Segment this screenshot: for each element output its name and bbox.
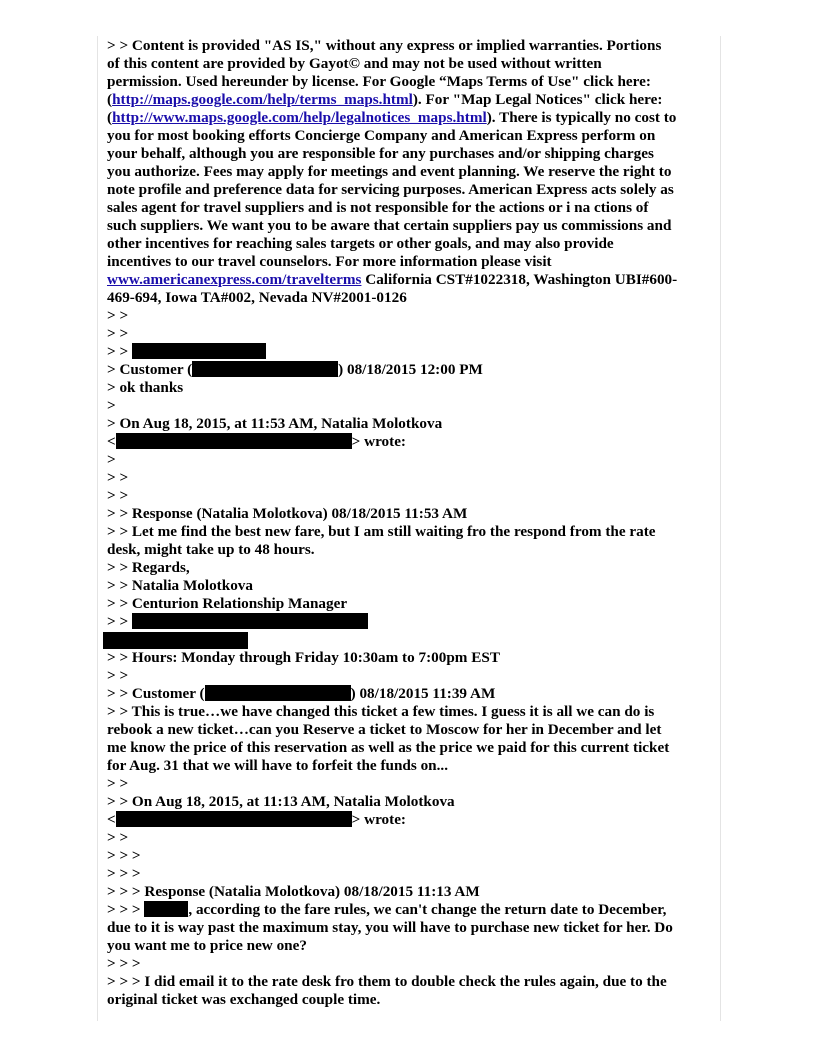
disclaimer-line: > > Content is provided "AS IS," without any express or implied warranties. Portions: [107, 37, 662, 54]
wrote-header: > > On Aug 18, 2015, at 11:13 AM, Natalia Molotkova: [107, 793, 455, 810]
message-timestamp: ) 08/18/2015 12:00 PM: [338, 361, 483, 378]
wrote-label: > wrote:: [351, 433, 406, 450]
redaction-bar: [103, 632, 248, 649]
angle-bracket: <: [107, 433, 116, 450]
disclaimer-text: ). For "Map Legal Notices" click here:: [412, 91, 663, 108]
redaction-bar: [116, 433, 352, 449]
message-line: you want me to price new one?: [107, 937, 307, 954]
disclaimer-line: [107, 271, 713, 289]
quote-marker-redacted: [107, 343, 713, 361]
response-header: > > Response (Natalia Molotkova) 08/18/2015 11:53 AM: [107, 505, 468, 522]
signature-hours: > > Hours: Monday through Friday 10:30am to 7:00pm EST: [107, 649, 500, 666]
wrote-email-line: [107, 811, 713, 829]
quote-marker-text: > >: [107, 613, 129, 630]
disclaimer-line: 469-694, Iowa TA#002, Nevada NV#2001-0126: [107, 289, 407, 306]
message-line: > > > I did email it to the rate desk fro them to double check the rules again, due to the: [107, 973, 667, 990]
disclaimer-text: California CST#1022318, Washington UBI#600-: [361, 271, 678, 288]
customer-label: > Customer (: [107, 361, 193, 378]
quote-marker: > >: [107, 667, 129, 684]
disclaimer-line: sales agent for travel suppliers and is not responsible for the actions or i na ctions of: [107, 199, 649, 216]
signature-title: > > Centurion Relationship Manager: [107, 595, 348, 612]
paren: (: [107, 109, 113, 126]
redaction-bar: [132, 613, 368, 629]
quote-marker-text: > >: [107, 343, 129, 360]
disclaimer-line: other incentives for reaching sales targets or other goals, and may also provide: [107, 235, 614, 252]
travel-terms-link[interactable]: www.americanexpress.com/travelterms: [107, 271, 362, 288]
paren: (: [107, 91, 113, 108]
map-legal-notices-link[interactable]: http://www.maps.google.com/help/legalnotices_maps.html: [112, 109, 487, 126]
disclaimer-line: permission. Used hereunder by license. For Google “Maps Terms of Use" click here:: [107, 73, 651, 90]
disclaimer-line: incentives to our travel counselors. For more information please visit: [107, 253, 552, 270]
message-line: original ticket was exchanged couple time.: [107, 991, 381, 1008]
quote-marker: > >: [107, 775, 129, 792]
disclaimer-text: ). There is typically no cost to: [486, 109, 677, 126]
message-line: me know the price of this reservation as well as the price we paid for this current ticket: [107, 739, 670, 756]
customer-header: [107, 685, 713, 703]
disclaimer-line: [107, 91, 713, 109]
redaction-bar: [132, 343, 266, 359]
message-line: due to it is way past the maximum stay, you will have to purchase new ticket for her. Do: [107, 919, 673, 936]
signature-regards: > > Regards,: [107, 559, 190, 576]
quote-marker: > >: [107, 487, 129, 504]
quote-marker: > > >: [107, 955, 141, 972]
wrote-email-line: [107, 433, 713, 451]
wrote-header: > On Aug 18, 2015, at 11:53 AM, Natalia Molotkova: [107, 415, 443, 432]
disclaimer-line: of this content are provided by Gayot© and may not be used without written: [107, 55, 602, 72]
message-line: > > This is true…we have changed this ticket a few times. I guess it is all we can do is: [107, 703, 655, 720]
disclaimer-line: note profile and preference data for servicing purposes. American Express acts solely as: [107, 181, 674, 198]
message-line: > > Let me find the best new fare, but I am still waiting fro the respond from the rate: [107, 523, 656, 540]
message-timestamp: ) 08/18/2015 11:39 AM: [350, 685, 496, 702]
quote-marker: > >: [107, 307, 129, 324]
wrote-label: > wrote:: [351, 811, 406, 828]
maps-terms-link[interactable]: http://maps.google.com/help/terms_maps.html: [112, 91, 413, 108]
redaction-bar: [116, 811, 352, 827]
quote-marker: > > >: [107, 865, 141, 882]
signature-contact-redacted: [107, 613, 713, 631]
customer-header: [107, 361, 713, 379]
disclaimer-line: your behalf, although you are responsible for any purchases and/or shipping charges: [107, 145, 654, 162]
message-line: for Aug. 31 that we will have to forfeit the funds on...: [107, 757, 449, 774]
quote-marker-text: > > >: [107, 901, 145, 918]
message-text: , according to the fare rules, we can't change the return date to December,: [188, 901, 667, 918]
message-line: [107, 901, 713, 919]
email-document: [107, 37, 713, 1009]
customer-label: > > Customer (: [107, 685, 205, 702]
message-line: > ok thanks: [107, 379, 184, 396]
disclaimer-line: you for most booking efforts Concierge Company and American Express perform on: [107, 127, 656, 144]
redaction-bar: [144, 901, 188, 917]
signature-name: > > Natalia Molotkova: [107, 577, 253, 594]
angle-bracket: <: [107, 811, 116, 828]
disclaimer-line: such suppliers. We want you to be aware that certain suppliers pay us commissions and: [107, 217, 672, 234]
message-line: rebook a new ticket…can you Reserve a ticket to Moscow for her in December and let: [107, 721, 662, 738]
disclaimer-line: [107, 109, 713, 127]
quote-marker: >: [107, 397, 116, 414]
quote-marker: > >: [107, 829, 129, 846]
redaction-bar: [205, 685, 351, 701]
quote-marker: > >: [107, 469, 129, 486]
redaction-bar: [192, 361, 338, 377]
quote-marker: > > >: [107, 847, 141, 864]
disclaimer-line: you authorize. Fees may apply for meetings and event planning. We reserve the right to: [107, 163, 672, 180]
quote-marker: >: [107, 451, 116, 468]
response-header: > > > Response (Natalia Molotkova) 08/18/2015 11:13 AM: [107, 883, 480, 900]
message-line: desk, might take up to 48 hours.: [107, 541, 315, 558]
quote-marker: > >: [107, 325, 129, 342]
